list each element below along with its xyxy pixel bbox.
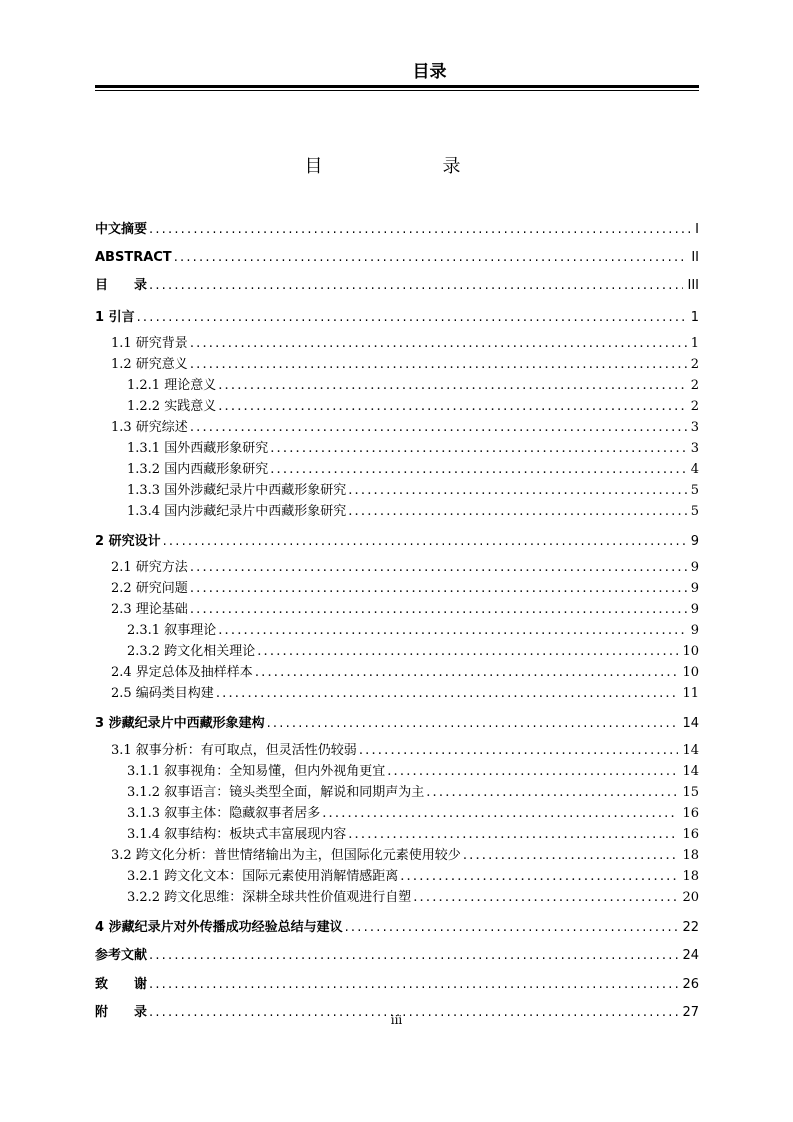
toc-entry-chapter-3[interactable]: 3 涉藏纪录片中西藏形象建构 ..... 14 <box>95 714 699 734</box>
toc-entry-chinese-abstract[interactable]: 中文摘要 ..... I <box>95 220 699 240</box>
toc-entry-1-3-3[interactable]: 1.3.3 国外涉藏纪录片中西藏形象研究 ..... 5 <box>127 481 699 501</box>
toc-heading: 目 录 <box>304 156 489 177</box>
toc-entry-abstract[interactable]: ABSTRACT ..... II <box>95 248 699 268</box>
toc-entry-3-2-2[interactable]: 3.2.2 跨文化思维：深耕全球共性价值观进行自塑 ..... 20 <box>127 888 699 908</box>
toc-entry-2-2[interactable]: 2.2 研究问题 ..... 9 <box>111 579 699 599</box>
toc-entry-references[interactable]: 参考文献 ..... 24 <box>95 946 699 966</box>
toc-entry-3-1[interactable]: 3.1 叙事分析：有可取点，但灵活性仍较弱 ..... 14 <box>111 741 699 761</box>
toc-entry-1-2-2[interactable]: 1.2.2 实践意义 ..... 2 <box>127 397 699 417</box>
toc-entry-3-1-1[interactable]: 3.1.1 叙事视角：全知易懂，但内外视角更宜 ..... 14 <box>127 762 699 782</box>
toc-entry-2-3-2[interactable]: 2.3.2 跨文化相关理论 ..... 10 <box>127 642 699 662</box>
toc-entry-1-3[interactable]: 1.3 研究综述 ..... 3 <box>111 418 699 438</box>
page-number: iii <box>390 1013 403 1027</box>
toc-entry-2-4[interactable]: 2.4 界定总体及抽样样本 ..... 10 <box>111 663 699 683</box>
toc-entry-2-3-1[interactable]: 2.3.1 叙事理论 ..... 9 <box>127 621 699 641</box>
toc-entry-2-1[interactable]: 2.1 研究方法 ..... 9 <box>111 558 699 578</box>
toc-entry-3-2[interactable]: 3.2 跨文化分析：普世情绪输出为主，但国际化元素使用较少 ..... 18 <box>111 846 699 866</box>
toc-entry-appendix[interactable]: 附 录 ..... 27 <box>95 1003 699 1023</box>
running-header-title: 目录 <box>412 62 447 82</box>
toc-entry-3-1-2[interactable]: 3.1.2 叙事语言：镜头类型全面，解说和同期声为主 ..... 15 <box>127 783 699 803</box>
toc-entry-chapter-2[interactable]: 2 研究设计 ..... 9 <box>95 532 699 552</box>
toc-entry-acknowledgements[interactable]: 致 谢 ..... 26 <box>95 975 699 995</box>
toc-entry-2-5[interactable]: 2.5 编码类目构建 ..... 11 <box>111 684 699 704</box>
toc-entry-contents[interactable]: 目 录 ..... III <box>95 276 699 296</box>
toc-entry-1-3-1[interactable]: 1.3.1 国外西藏形象研究 ..... 3 <box>127 439 699 459</box>
toc-entry-3-2-1[interactable]: 3.2.1 跨文化文本：国际元素使用消解情感距离 ..... 18 <box>127 867 699 887</box>
toc-entry-1-2[interactable]: 1.2 研究意义 ..... 2 <box>111 355 699 375</box>
toc-entry-1-1[interactable]: 1.1 研究背景 ..... 1 <box>111 334 699 354</box>
toc-entry-3-1-3[interactable]: 3.1.3 叙事主体：隐藏叙事者居多 ..... 16 <box>127 804 699 824</box>
toc-entry-chapter-1[interactable]: 1 引言 ..... 1 <box>95 308 699 328</box>
header-rule-thin <box>95 90 699 91</box>
toc-entry-chapter-4[interactable]: 4 涉藏纪录片对外传播成功经验总结与建议 ..... 22 <box>95 918 699 938</box>
toc-entry-1-3-2[interactable]: 1.3.2 国内西藏形象研究 ..... 4 <box>127 460 699 480</box>
toc-entry-1-2-1[interactable]: 1.2.1 理论意义 ..... 2 <box>127 376 699 396</box>
header-rule-thick <box>95 85 699 88</box>
toc-entry-2-3[interactable]: 2.3 理论基础 ..... 9 <box>111 600 699 620</box>
toc-entry-1-3-4[interactable]: 1.3.4 国内涉藏纪录片中西藏形象研究 ..... 5 <box>127 502 699 522</box>
toc-entry-3-1-4[interactable]: 3.1.4 叙事结构：板块式丰富展现内容 ..... 16 <box>127 825 699 845</box>
